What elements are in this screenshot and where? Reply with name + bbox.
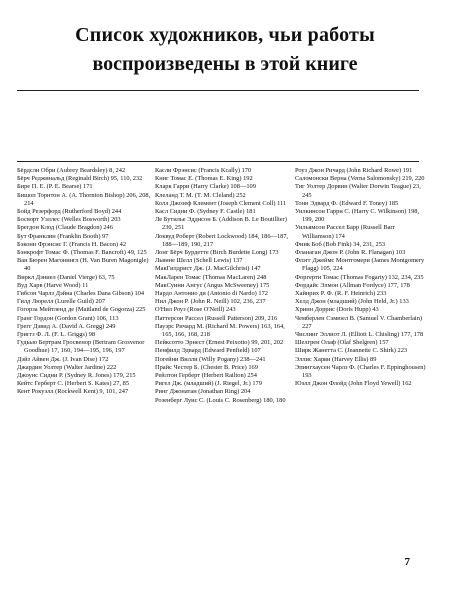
artist-entry: МакГилдрист Дж. (J. MacGilchrist) 147 — [155, 265, 261, 273]
artist-entry: Лонг Бёрч Бурдетте (Birch Burdette Long) 173 — [155, 249, 279, 257]
artist-entry: Уильямсон Рассел Барр (Russell Barr Williamson) 174 — [295, 224, 395, 240]
artist-entry: МакСуини Ангус (Angus McSweeney) 175 — [155, 281, 270, 289]
top-rule — [17, 90, 419, 91]
artist-entry: Пенфилд Эдвард (Edward Penfield) 107 — [155, 347, 261, 355]
artist-entry: Хринн Доррис (Doris Hupp) 43 — [295, 306, 379, 314]
artist-entry: Вуд Харв (Harve Wood) 11 — [17, 281, 89, 289]
artist-entry: Касли Фрэнсис (Francis Kcally) 170 — [155, 167, 252, 174]
artist-entry: Бойд Резерфорд (Rutherford Boyd) 244 — [17, 208, 122, 216]
artist-entry: Пейксотто Эрнест (Ernest Peixotto) 99, 201, 202 — [155, 339, 284, 347]
artist-entry: Бут Франклин (Franklin Booth) 97 — [17, 232, 109, 240]
artist-entry: Эпингхаусен Чарлз Ф. (Charles F. Eppinghousen) 193 — [295, 363, 426, 380]
artist-entry: Кларк Гарри (Harry Clarke) 108—109 — [155, 183, 256, 191]
bottom-rule — [17, 161, 419, 162]
artist-entry: Виркл Дэниел (Daniel Vierge) 63, 75 — [17, 273, 115, 281]
artist-entry: Нардо Антонио ди (Antonio di Nardo) 172 — [155, 290, 268, 298]
artist-entry: Ван Бюрен Магонингл (H. Van Buren Magonigle) 40 — [17, 257, 149, 273]
artist-entry: Тиг Уолтер Дорвин (Walter Dorwin Teague) 23, 245 — [295, 183, 421, 199]
artist-entry: Колл Джозеф Клемент (Joseph Clement Coll) 111 — [155, 199, 287, 207]
page-number: 7 — [404, 556, 410, 568]
artist-list — [17, 167, 427, 405]
artist-column-2 — [155, 167, 295, 405]
artist-entry: Ригел Дж. (младший) (J. Riegel, Jr.) 179 — [155, 380, 262, 388]
title-line-2: воспроизведены в этой книге — [92, 53, 358, 75]
artist-entry: Гилд Люрелл (Lurelle Guild) 207 — [17, 298, 106, 306]
artist-entry: Кент Рокуэлл (Rockwell Kent) 9, 101, 247 — [17, 388, 129, 396]
artist-entry: Касл Сидни Ф. (Sydney F. Castle) 181 — [155, 208, 256, 216]
artist-column-3 — [295, 167, 427, 405]
artist-entry: Шелгрен Олаф (Olaf Shelgren) 157 — [295, 339, 389, 347]
artist-entry: Форгерти Томас (Thomas Fogarty) 132, 234, 235 — [295, 273, 424, 281]
artist-entry: Кейтс Герберт С. (Herbert S. Kates) 27, 85 — [17, 380, 130, 388]
artist-entry: Львине Шелл (Schell Lewis) 137 — [155, 257, 243, 265]
artist-entry: Числинг Эллиот Л. (Elliott L. Chisling) 177, 178 — [295, 331, 424, 339]
artist-entry: Бишоп Торнтон А. (A. Thornton Bishop) 206, 208, 214 — [17, 191, 151, 207]
artist-entry: Ле Бутилье Эддисон Б. (Addison B. Le Boutillier) 230, 251 — [155, 216, 287, 232]
artist-entry: Ринг Джонатан (Jonathan Ring) 204 — [155, 388, 251, 396]
artist-entry: Гибсон Чарлз Дэйна (Charles Dana Gibson) 104 — [17, 290, 145, 298]
artist-entry: Чемберлен Сэмюел В. (Samuel V. Chamberlain) 227 — [295, 314, 423, 330]
artist-entry: Эллис Харви (Harvey Ellis) 89 — [295, 355, 377, 363]
artist-entry: Бэнкрофт Томас Ф. (Thomas F. Bancroft) 49, 125 — [17, 249, 147, 257]
artist-column-1 — [17, 167, 155, 405]
artist-entry: Дэйз Айвен Дж. (J. Ivan Dise) 172 — [17, 355, 109, 363]
artist-entry: Клеланд Т. М. (T. M. Cleland) 252 — [155, 191, 246, 199]
artist-entry: Нил Джон Р. (John R. Neill) 102, 236, 237 — [155, 298, 266, 306]
artist-entry: Розенберг Луис С. (Louis C. Rosenberg) 180, 180 — [155, 396, 286, 404]
artist-entry: Брегдон Клод (Claude Bragdon) 246 — [17, 224, 113, 232]
artist-entry: Книг Томас Е. (Thomas E. King) 192 — [155, 175, 253, 183]
artist-entry: Хелд Джон (младший) (John Held, Jr.) 133 — [295, 298, 409, 306]
artist-entry: О'Нил Роуз (Rose O'Neill) 243 — [155, 306, 236, 314]
page-title — [0, 22, 450, 77]
artist-entry: Ширк Жанетта С. (Jeannette C. Shirk) 223 — [295, 347, 408, 355]
artist-entry: Финк Боб (Bob Fink) 34, 231, 253 — [295, 240, 386, 248]
artist-entry: Бэконн Фрэнсис Г. (Francis H. Bacon) 42 — [17, 240, 127, 248]
artist-entry: Роуз Джон Ричард (John Richard Rowe) 191 — [295, 167, 413, 174]
artist-entry: Босворт Уэллес (Welles Bosworth) 203 — [17, 216, 121, 224]
artist-entry: Григгз Ф. Л. (F. L. Griggs) 98 — [17, 331, 96, 339]
artist-entry: Рейлтон Герберт (Herbert Railton) 254 — [155, 372, 257, 380]
artist-entry: Бёрдсли Обри (Aubrey Beardsley) 8, 242 — [17, 167, 126, 174]
artist-entry: Джоунс Сидни Р. (Sydney R. Jones) 179, 215 — [17, 372, 136, 380]
artist-entry: Локвуд Роберт (Robert Lockwood) 184, 186—187, 188—189, 190, 217 — [155, 232, 289, 248]
artist-entry: Флэгг Джеймс Монтгомери (James Montgomery Flagg) 105, 224 — [295, 257, 425, 273]
artist-entry: Паттерсон Рассел (Russell Patterson) 209, 216 — [155, 314, 278, 322]
artist-entry: Гогорза Мейтленд де (Maitland de Gogorza) 225 — [17, 306, 146, 314]
artist-entry: Фланаган Джон Р. (John R. Flanagan) 103 — [295, 249, 406, 257]
artist-entry: Фордайс Элмон (Allman Fordyce) 177, 178 — [295, 281, 410, 289]
title-line-1: Список художников, чьи работы — [75, 24, 375, 46]
artist-entry: Юэлл Джон Флойд (John Floyd Yewell) 162 — [295, 380, 412, 388]
artist-entry: Тонн Эдвард Ф. (Edward F. Toney) 185 — [295, 199, 399, 207]
artist-entry: МакЛарен Томас (Thomas MacLaren) 248 — [155, 273, 267, 281]
artist-entry: Бире П. Е. (P. E. Bearse) 171 — [17, 183, 93, 191]
artist-entry: Прайс Честер Б. (Chester B. Price) 169 — [155, 363, 258, 371]
artist-entry: Грегг Дэвид А. (David A. Gregg) 249 — [17, 322, 116, 330]
artist-entry: Пауэрс Ричард М. (Richard M. Powers) 163, 164, 165, 166, 168, 218 — [155, 322, 285, 339]
artist-entry: Уилкинсон Гарри С. (Harry C. Wilkinson) 198, 199, 200 — [295, 208, 420, 224]
artist-entry: Саломонски Верна (Verna Salomonsky) 219, 220 — [295, 175, 425, 183]
artist-entry: Джардин Уолтер (Walter Jardine) 222 — [17, 363, 117, 371]
artist-entry: Гудьью Бертрам Гросвенор (Bertram Grosvenor Goodhue) 17, 160, 194—195, 196, 197 — [17, 339, 145, 355]
artist-entry: Погейни Вилли (Willy Pogany) 238—241 — [155, 355, 266, 363]
artist-entry: Гранг Гордон (Gordon Grant) 106, 113 — [17, 314, 119, 322]
artist-entry: Хайнрих Р. Ф. (R. F. Heinrich) 233 — [295, 290, 387, 298]
artist-entry: Бёрч Реджинальд (Reginald Birch) 95, 110, 232 — [17, 175, 143, 183]
